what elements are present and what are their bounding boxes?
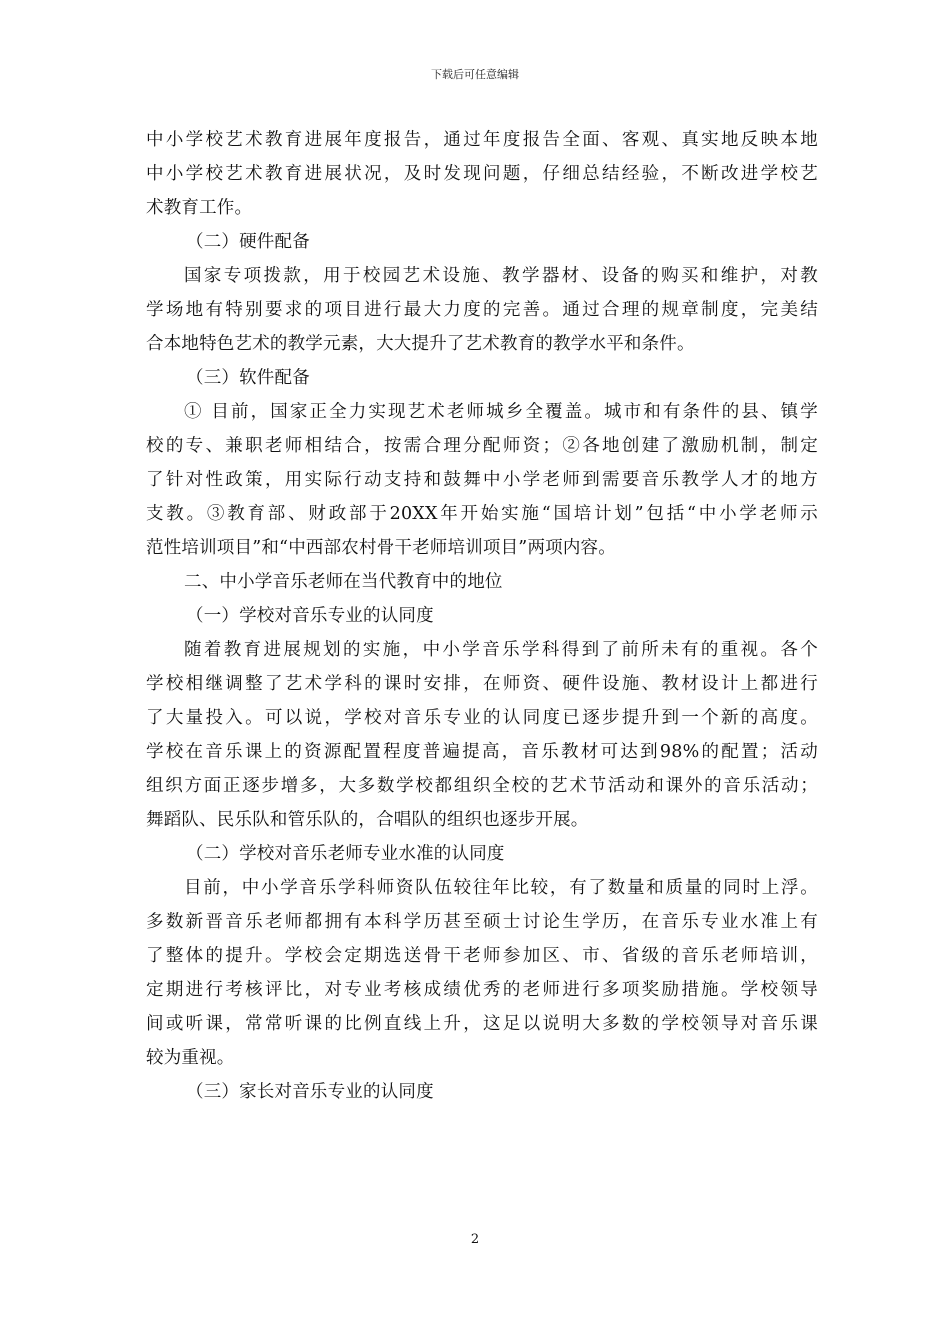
- paragraph-line: 了整体的提升。学校会定期选送骨干老师参加区、市、省级的音乐老师培训，: [146, 946, 818, 966]
- document-body: [146, 123, 818, 1109]
- paragraph-line: 随着教育进展规划的实施，中小学音乐学科得到了前所未有的重视。各个: [184, 640, 818, 660]
- paragraph-line: 校的专、兼职老师相结合，按需合理分配师资；②各地创建了激励机制，制定: [146, 436, 818, 456]
- paragraph-line: 支教。③教育部、财政部于20XX年开始实施“国培计划”包括“中小学老师示: [146, 504, 818, 524]
- paragraph-line: ① 目前，国家正全力实现艺术老师城乡全覆盖。城市和有条件的县、镇学: [184, 402, 818, 422]
- paragraph-line: 组织方面正逐步增多，大多数学校都组织全校的艺术节活动和课外的音乐活动；: [146, 776, 818, 796]
- paragraph-line: 定期进行考核评比，对专业考核成绩优秀的老师进行多项奖励措施。学校领导: [146, 980, 818, 1000]
- paragraph-line: 舞蹈队、民乐队和管乐队的，合唱队的组织也逐步开展。: [146, 810, 589, 830]
- paragraph-line: 学校在音乐课上的资源配置程度普遍提高，音乐教材可达到98%的配置；活动: [146, 742, 818, 762]
- paragraph-line: 学校相继调整了艺术学科的课时安排，在师资、硬件设施、教材设计上都进行: [146, 674, 818, 694]
- paragraph-line: 中小学校艺术教育进展状况，及时发现问题，仔细总结经验，不断改进学校艺: [146, 164, 818, 184]
- section-heading: （一）学校对音乐专业的认同度: [186, 606, 434, 626]
- paragraph-line: 较为重视。: [146, 1048, 235, 1068]
- section-heading: （三）软件配备: [186, 368, 310, 388]
- paragraph-line: 学场地有特别要求的项目进行最大力度的完善。通过合理的规章制度，完美结: [146, 300, 818, 320]
- paragraph-line: 范性培训项目”和“中西部农村骨干老师培训项目”两项内容。: [146, 538, 616, 558]
- paragraph-line: 间或听课，常常听课的比例直线上升，这足以说明大多数的学校领导对音乐课: [146, 1014, 818, 1034]
- paragraph-line: 了大量投入。可以说，学校对音乐专业的认同度已逐步提升到一个新的高度。: [146, 708, 818, 728]
- paragraph-line: 术教育工作。: [146, 198, 253, 218]
- paragraph-line: 了针对性政策，用实际行动支持和鼓舞中小学老师到需要音乐教学人才的地方: [146, 470, 818, 490]
- page-header: 下载后可任意编辑: [431, 68, 519, 81]
- paragraph-line: 国家专项拨款，用于校园艺术设施、教学器材、设备的购买和维护，对教: [184, 266, 818, 286]
- section-heading: （二）学校对音乐老师专业水准的认同度: [186, 844, 505, 864]
- page-number: 2: [470, 1232, 480, 1247]
- paragraph-line: 多数新晋音乐老师都拥有本科学历甚至硕士讨论生学历，在音乐专业水准上有: [146, 912, 818, 932]
- paragraph-line: 合本地特色艺术的教学元素，大大提升了艺术教育的教学水平和条件。: [146, 334, 695, 354]
- section-heading: （二）硬件配备: [186, 232, 310, 252]
- paragraph-line: 中小学校艺术教育进展年度报告，通过年度报告全面、客观、真实地反映本地: [146, 130, 818, 150]
- section-heading: （三）家长对音乐专业的认同度: [186, 1082, 434, 1102]
- section-heading: 二、中小学音乐老师在当代教育中的地位: [184, 572, 503, 592]
- paragraph-line: 目前，中小学音乐学科师资队伍较往年比较，有了数量和质量的同时上浮。: [184, 878, 818, 898]
